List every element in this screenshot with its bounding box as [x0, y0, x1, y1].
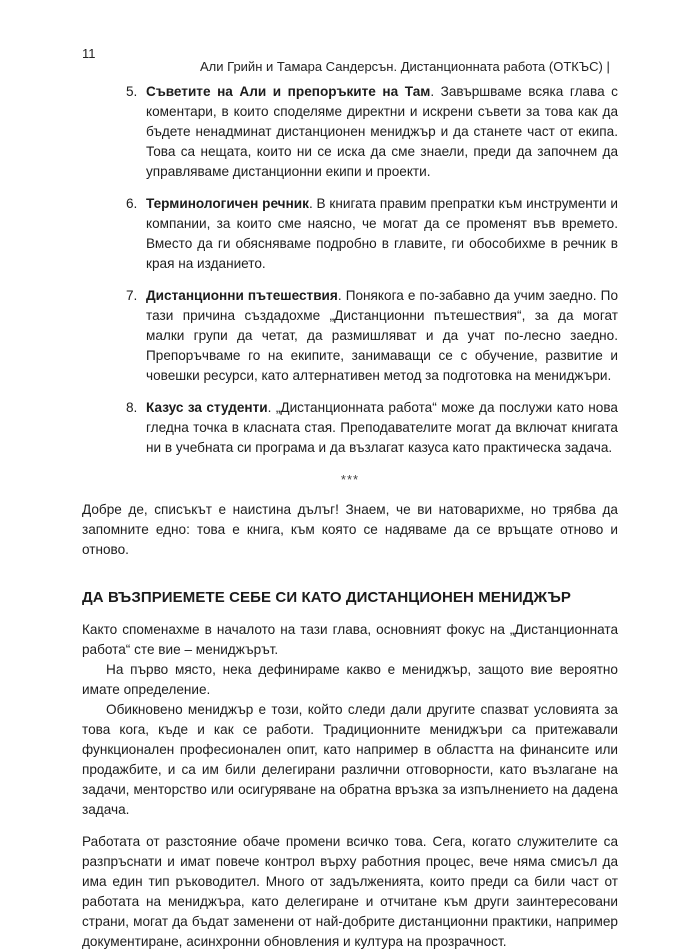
list-item-title: Терминологичен речник: [146, 196, 309, 211]
running-header: Али Грийн и Тамара Сандерсън. Дистанционната работа (ОТКЪС) |: [200, 59, 610, 74]
list-item: [82, 286, 618, 386]
list-item-number: 6.: [126, 196, 138, 211]
section-heading: ДА ВЪЗПРИЕМЕТЕ СЕБЕ СИ КАТО ДИСТАНЦИОНЕН МЕНИДЖЪР: [82, 589, 571, 606]
list-item: [82, 398, 618, 458]
list-item-title: Съветите на Али и препоръките на Там: [146, 84, 431, 99]
list-item-title: Казус за студенти: [146, 400, 268, 415]
list-item-body: . Завършваме всяка глава с коментари, в които споделяме директни и искрени съвети за това как да бъдете ненадминат дистанционен мениджър и да станете част от екипа. Това са нещата, които ни се иска да сме знаели, преди да започнем да управляваме дистанционни екипи и проекти.: [146, 84, 618, 179]
list-item-number: 7.: [126, 288, 138, 303]
body-paragraph: Работата от разстояние обаче промени всичко това. Сега, когато служителите са разпръснати и имат повече контрол върху работния процес, вече няма смисъл да има един тип ръководител. Много от задълженията, които преди са били част от работата на мениджъра, като делегиране и отчитане към други заинтересовани страни, могат да бъдат заменени от най-добрите дистанционни практики, например документиране, асинхронни обновления и култура на прозрачност.: [82, 834, 618, 949]
closing-paragraph: Добре де, списъкът е наистина дълъг! Знаем, че ви натоварихме, но трябва да запомните едно: това е книга, към която се надяваме да се връщате отново и отново.: [82, 502, 618, 557]
list-item-title: Дистанционни пътешествия: [146, 288, 338, 303]
body-paragraph: На първо място, нека дефинираме какво е мениджър, защото вие вероятно имате определение.: [82, 662, 618, 697]
list-item: [82, 194, 618, 274]
page-number: 11: [82, 46, 96, 61]
list-item: [82, 82, 618, 182]
list-item-number: 5.: [126, 84, 138, 99]
feature-list: [82, 82, 618, 458]
list-item-body: . „Дистанционната работа“ може да послужи като нова гледна точка в класната стая. Преподавателите могат да включат книгата ни в учебната си програма и да възлагат казуса като практическа задача.: [146, 400, 618, 455]
list-item-body: . Понякога е по-забавно да учим заедно. По тази причина създадохме „Дистанционни пътешествия“, за да могат малки групи да четат, да размишляват и да учат по-лесно заедно. Препоръчваме го на екипите, занимаващи се с обучение, развитие и човешки ресурси, като алтернативен метод за подготовка на мениджъри.: [146, 288, 619, 383]
body-paragraph: Както споменахме в началото на тази глава, основният фокус на „Дистанционната работа“ сте вие – мениджърът.: [82, 622, 618, 657]
page-body: [82, 82, 618, 952]
list-item-number: 8.: [126, 400, 138, 415]
body-paragraph: Обикновено мениджър е този, който следи дали другите спазват условията за това кога, къде и как се работи. Традиционните мениджъри са притежавали функционален професионален опит, като например в областта на финансите или продажбите, и са им били делегирани различни отговорности, като възлагане на задачи, менторство или осигуряване на обратна връзка за изпълнението на дадена задача.: [82, 702, 618, 817]
list-item-body: . В книгата правим препратки към инструменти и компании, за които сме наясно, че могат да се променят във времето. Вместо да ги обясняваме подробно в главите, ги обособихме в речник в края на изданието.: [146, 196, 618, 271]
section-separator: ***: [340, 472, 360, 487]
